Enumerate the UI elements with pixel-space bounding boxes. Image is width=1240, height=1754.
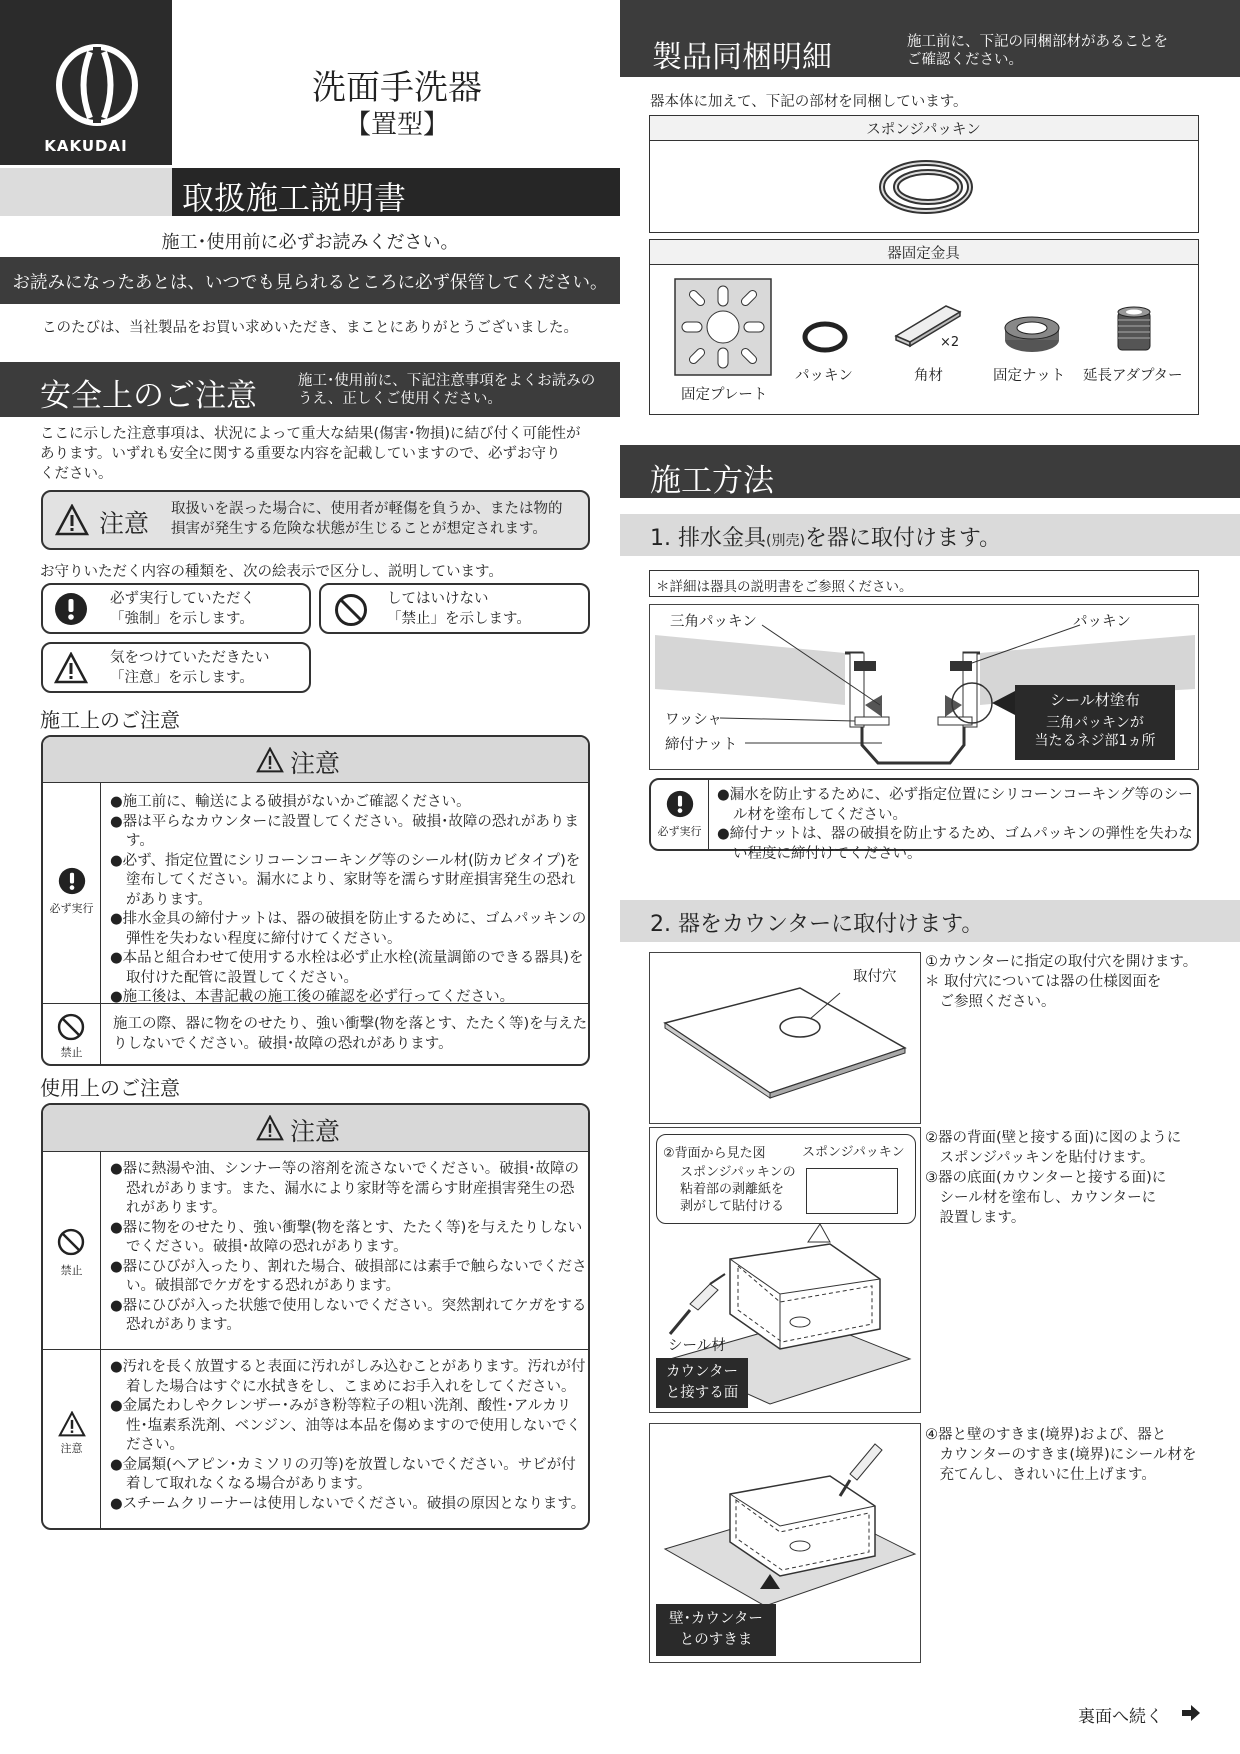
- sink-install-figure: [649, 1127, 921, 1413]
- list-item: ●金属たわしやクレンザー･みがき粉等粒子の粗い洗剤、酸性･アルカリ性･塩素系洗剤、ベンジン、油等は本品を傷めますので使用しないでください。: [110, 1398, 581, 1453]
- seal-sub: 三角パッキンが 当たるネジ部1ヵ所: [1034, 715, 1156, 749]
- step1-note: ＊詳細は器具の説明書をご参照ください。: [656, 579, 913, 595]
- counter-face-label: カウンター と接する面: [656, 1358, 748, 1408]
- list-item: ●施工前に、輸送による破損がないかご確認ください。: [110, 794, 471, 810]
- fixing-hardware-box: [649, 239, 1199, 415]
- step2-text3: ④器と壁のすきま(境界)および、器と カウンターのすきま(境界)にシール材を 充てんし、きれいに仕上げます。: [925, 1427, 1197, 1483]
- qty-label: ×2: [940, 335, 960, 350]
- usage-prohibited-list: [110, 1160, 588, 1336]
- drain-diagram: [649, 604, 1199, 770]
- kakudai-logo-icon: [52, 40, 142, 130]
- step2-title: 2. 器をカウンターに取付けます。: [650, 912, 984, 937]
- part-label: 角材: [914, 368, 943, 384]
- caution-desc: 取扱いを誤った場合に、使用者が軽傷を負うか、または物的 損害が発生する危険な状態が生じることが想定されます。: [171, 501, 563, 537]
- list-item: ●器は平らなカウンターに設置してください。破損･故障の恐れがあります。: [110, 813, 579, 849]
- prohibited-label: 禁止: [60, 1264, 83, 1277]
- thanks-text: このたびは、当社製品をお買い求めいただき、まことにありがとうございました。: [42, 320, 578, 336]
- list-item: ●器にひびが入った状態で使用しないでください。突然割れてケガをする恐れがあります。: [110, 1297, 587, 1333]
- tri-packing-label: 三角パッキン: [670, 614, 757, 630]
- manual-title: 取扱施工説明書: [182, 179, 407, 217]
- usage-cautions-box: [41, 1103, 590, 1530]
- washer-label: ワッシャ: [665, 712, 722, 728]
- caution-label-small: 注意: [60, 1442, 83, 1455]
- safety-intro: ここに示した注意事項は、状況によって重大な結果(傷害･物損)に結び付く可能性が あります。いずれも安全に関する重要な内容を記載していますので、必ずお守り ください。: [40, 426, 581, 482]
- part-label: 延長アダプター: [1083, 368, 1183, 384]
- warning-triangle-icon: [55, 504, 89, 536]
- seal-title: シール材塗布: [1050, 691, 1140, 709]
- keep-notice-text: お読みになったあとは、いつでも見られるところに必ず保管してください。: [12, 273, 608, 293]
- prohibited-symbol-box: [319, 583, 590, 634]
- back-panel: [806, 1168, 898, 1214]
- prohibited-desc: してはいけない 「禁止」を示します。: [387, 591, 531, 627]
- step1-mandatory-box: [649, 778, 1199, 862]
- extension-adapter-icon: [1114, 304, 1154, 356]
- mandatory-desc: 必ず実行していただく 「強制」を示します。: [110, 591, 255, 627]
- sponge-packing-coil-icon: [878, 156, 978, 218]
- prohibited-label: 禁止: [60, 1046, 83, 1059]
- part-label: 固定プレート: [681, 387, 768, 403]
- install-cautions-box: [41, 735, 590, 1066]
- contents-heading: 製品同梱明細: [652, 40, 832, 75]
- counter-hole-figure: [649, 952, 921, 1124]
- seal-callout: [1015, 685, 1175, 760]
- list-item: ●漏水を防止するために、必ず指定位置にシリコーンコーキング等のシール材を塗布してください。: [717, 787, 1193, 823]
- method-heading: 施工方法: [650, 463, 774, 499]
- list-item: ●必ず、指定位置にシリコーンコーキング等のシール材(防カビタイプ)を塗布してください。漏水により、家財等を濡らす財産損害発生の恐れがあります。: [110, 852, 581, 908]
- caution-triangle-icon: [58, 1411, 86, 1437]
- usage-caution-list: [110, 1358, 588, 1514]
- mandatory-icon: [666, 790, 694, 818]
- step2-text1: ①カウンターに指定の取付穴を開けます。 ＊ 取付穴については器の仕様図面を ご参照ください。: [925, 954, 1198, 1010]
- usage-cautions-heading: 使用上のご注意: [40, 1076, 180, 1100]
- sponge-title: スポンジパッキン: [866, 122, 981, 138]
- usage-caution-title: 注意: [290, 1117, 341, 1146]
- list-item: ●締付ナットは、器の破損を防止するため、ゴムパッキンの弾性を失わない程度に締付けてください。: [717, 826, 1193, 862]
- warning-triangle-icon: [256, 1115, 284, 1141]
- logo-block: [0, 0, 172, 165]
- list-item: ●金属類(ヘアピン･カミソリの刃等)を放置しないでください。サビが付着して取れなくなる場合があります。: [110, 1456, 576, 1492]
- install-cautions-heading: 施工上のご注意: [40, 708, 180, 732]
- list-item: ●器にひびが入ったり、割れた場合、破損部には素手で触らないでください。破損部でケガをする恐れがあります。: [110, 1258, 587, 1294]
- sealing-gap-figure: [649, 1423, 921, 1663]
- caution-symbol-box: [41, 642, 311, 693]
- safety-heading-note: 施工･使用前に、下記注意事項をよくお読みの うえ、正しくご使用ください。: [298, 373, 596, 407]
- contents-heading-note: 施工前に、下記の同梱部材があることを ご確認ください。: [907, 34, 1168, 68]
- gap-label: 壁･カウンター とのすきま: [656, 1604, 776, 1656]
- fixing-title: 器固定金具: [887, 246, 960, 262]
- read-before-text: 施工･使用前に必ずお読みください。: [161, 232, 459, 253]
- sponge-note: スポンジパッキンの 粘着部の剥離紙を 剥がして貼付ける: [680, 1165, 796, 1214]
- step1-title: 1. 排水金具(別売)を器に取付けます。: [650, 526, 1002, 551]
- symbols-intro: お守りいただく内容の種類を、次の絵表示で区分し、説明しています。: [40, 564, 503, 580]
- step1-notes-list: [717, 786, 1195, 864]
- mandatory-icon: [54, 592, 88, 626]
- part-label: 固定ナット: [993, 368, 1066, 384]
- list-item: ●器に物をのせたり、強い衝撃(物を落とす、たたく等)を与えたりしないでください。破損･故障の恐れがあります。: [110, 1219, 583, 1255]
- contents-intro: 器本体に加えて、下記の部材を同梱しています。: [650, 94, 968, 110]
- fixing-plate-icon: [674, 278, 772, 376]
- install-mandatory-list: [110, 793, 588, 1008]
- prohibited-icon: [57, 1013, 85, 1041]
- prohibited-icon: [57, 1228, 85, 1256]
- list-item: ●汚れを長く放置すると表面に汚れがしみ込むことがあります。汚れが付着した場合はすぐに水拭きをし、こまめにお手入れをしてください。: [110, 1359, 586, 1395]
- mandatory-symbol-box: [41, 583, 311, 634]
- install-caution-title: 注意: [290, 749, 341, 778]
- product-subtitle: 【置型】: [344, 110, 449, 140]
- caution-triangle-icon: [54, 652, 88, 684]
- mandatory-icon: [58, 867, 86, 895]
- mandatory-label: 必ず実行: [657, 825, 702, 838]
- nut-label: 締付ナット: [665, 737, 738, 753]
- safety-heading: 安全上のご注意: [40, 378, 257, 414]
- list-item: ●施工後は、本書記載の施工後の確認を必ず行ってください。: [110, 989, 515, 1005]
- packing-label: パッキン: [1073, 614, 1131, 630]
- install-prohibited-text: 施工の際、器に物をのせたり、強い衝撃(物を落とす、たたく等)を与えたりしないでください。破損･故障の恐れがあります。: [113, 1016, 588, 1052]
- back-view-label: ②背面から見た図: [663, 1146, 766, 1161]
- prohibited-icon: [334, 593, 368, 627]
- sponge-packing-box: [649, 115, 1199, 233]
- product-title: 洗面手洗器: [312, 68, 482, 108]
- list-item: ●器に熱湯や油、シンナー等の溶剤を流さないでください。破損･故障の恐れがあります。また、漏水により家財等を濡らす財産損害発生の恐れがあります。: [110, 1161, 580, 1216]
- continue-text: 裏面へ続く: [1078, 1707, 1163, 1727]
- sponge-label: スポンジパッキン: [802, 1145, 905, 1160]
- brand-name: KAKUDAI: [44, 137, 128, 155]
- list-item: ●排水金具の締付ナットは、器の破損を防止するために、ゴムパッキンの弾性を失わない程度に締付けてください。: [110, 911, 587, 947]
- arrow-right-icon: [1180, 1703, 1202, 1723]
- seal-label: シール材: [668, 1338, 726, 1354]
- part-label: パッキン: [795, 368, 853, 384]
- step2-text2: ②器の背面(壁と接する面)に図のように スポンジパッキンを貼付けます。 ③器の底面(カウンターと接する面)に シール材を塗布し、カウンターに 設置します。: [925, 1130, 1182, 1226]
- caution-label: 注意: [99, 509, 150, 538]
- list-item: ●スチームクリーナーは使用しないでください。破損の原因となります。: [110, 1495, 586, 1512]
- mandatory-label: 必ず実行: [49, 902, 94, 915]
- hole-label: 取付穴: [853, 969, 897, 985]
- fixing-nut-icon: [1002, 314, 1062, 356]
- warning-triangle-icon: [256, 747, 284, 773]
- caution-definition-box: [41, 490, 590, 550]
- step1-note-box: [649, 570, 1199, 597]
- caution-symbol-desc: 気をつけていただきたい 「注意」を示します。: [110, 650, 270, 686]
- list-item: ●本品と組合わせて使用する水栓は必ず止水栓(流量調節のできる器具)を取付けた配管に設置してください。: [110, 950, 584, 986]
- packing-ring-icon: [802, 320, 848, 354]
